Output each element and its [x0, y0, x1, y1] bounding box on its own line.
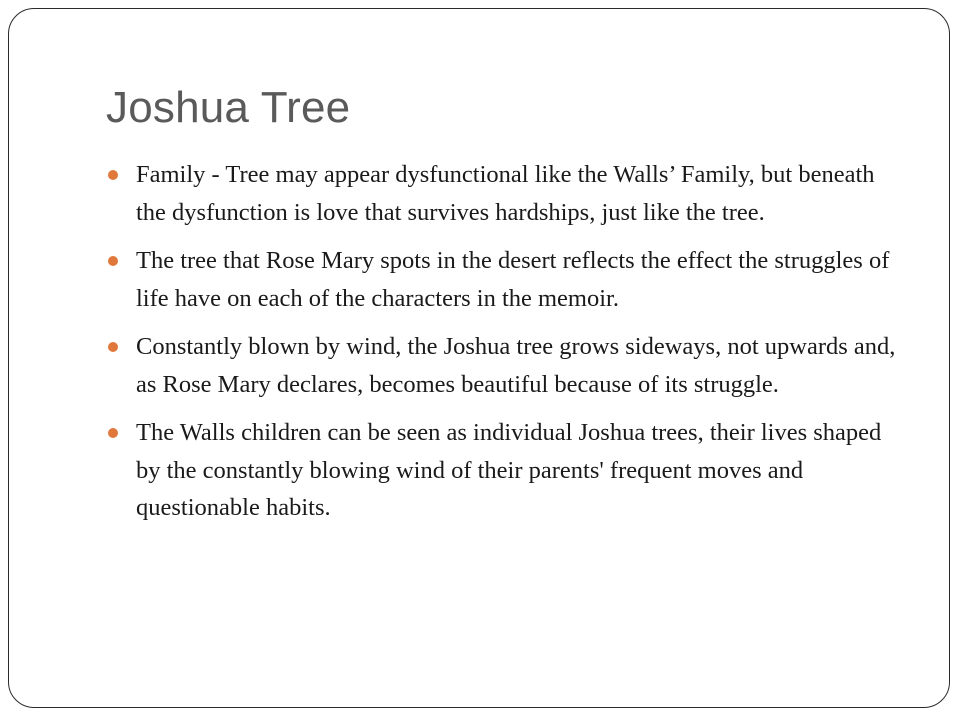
bullet-item — [106, 156, 906, 231]
bullet-dot-icon — [108, 170, 118, 180]
bullet-item — [106, 242, 906, 317]
bullet-text: The Walls children can be seen as individual Joshua trees, their lives shaped by the constantly blowing wind of their parents' frequent moves and questionable habits. — [136, 419, 882, 521]
bullet-text: Constantly blown by wind, the Joshua tree grows sideways, not upwards and, as Rose Mary declares, becomes beautiful because of its struggle. — [136, 333, 896, 398]
slide-title: Joshua Tree — [106, 83, 351, 132]
bullet-item — [106, 328, 906, 403]
bullet-text: The tree that Rose Mary spots in the desert reflects the effect the struggles of life have on each of the characters in the memoir. — [136, 247, 890, 312]
bullet-dot-icon — [108, 342, 118, 352]
bullet-dot-icon — [108, 428, 118, 438]
bullet-dot-icon — [108, 256, 118, 266]
bullet-item — [106, 414, 906, 527]
bullet-list — [106, 156, 906, 538]
bullet-text: Family - Tree may appear dysfunctional like the Walls’ Family, but beneath the dysfunction is love that survives hardships, just like the tree. — [136, 161, 875, 226]
